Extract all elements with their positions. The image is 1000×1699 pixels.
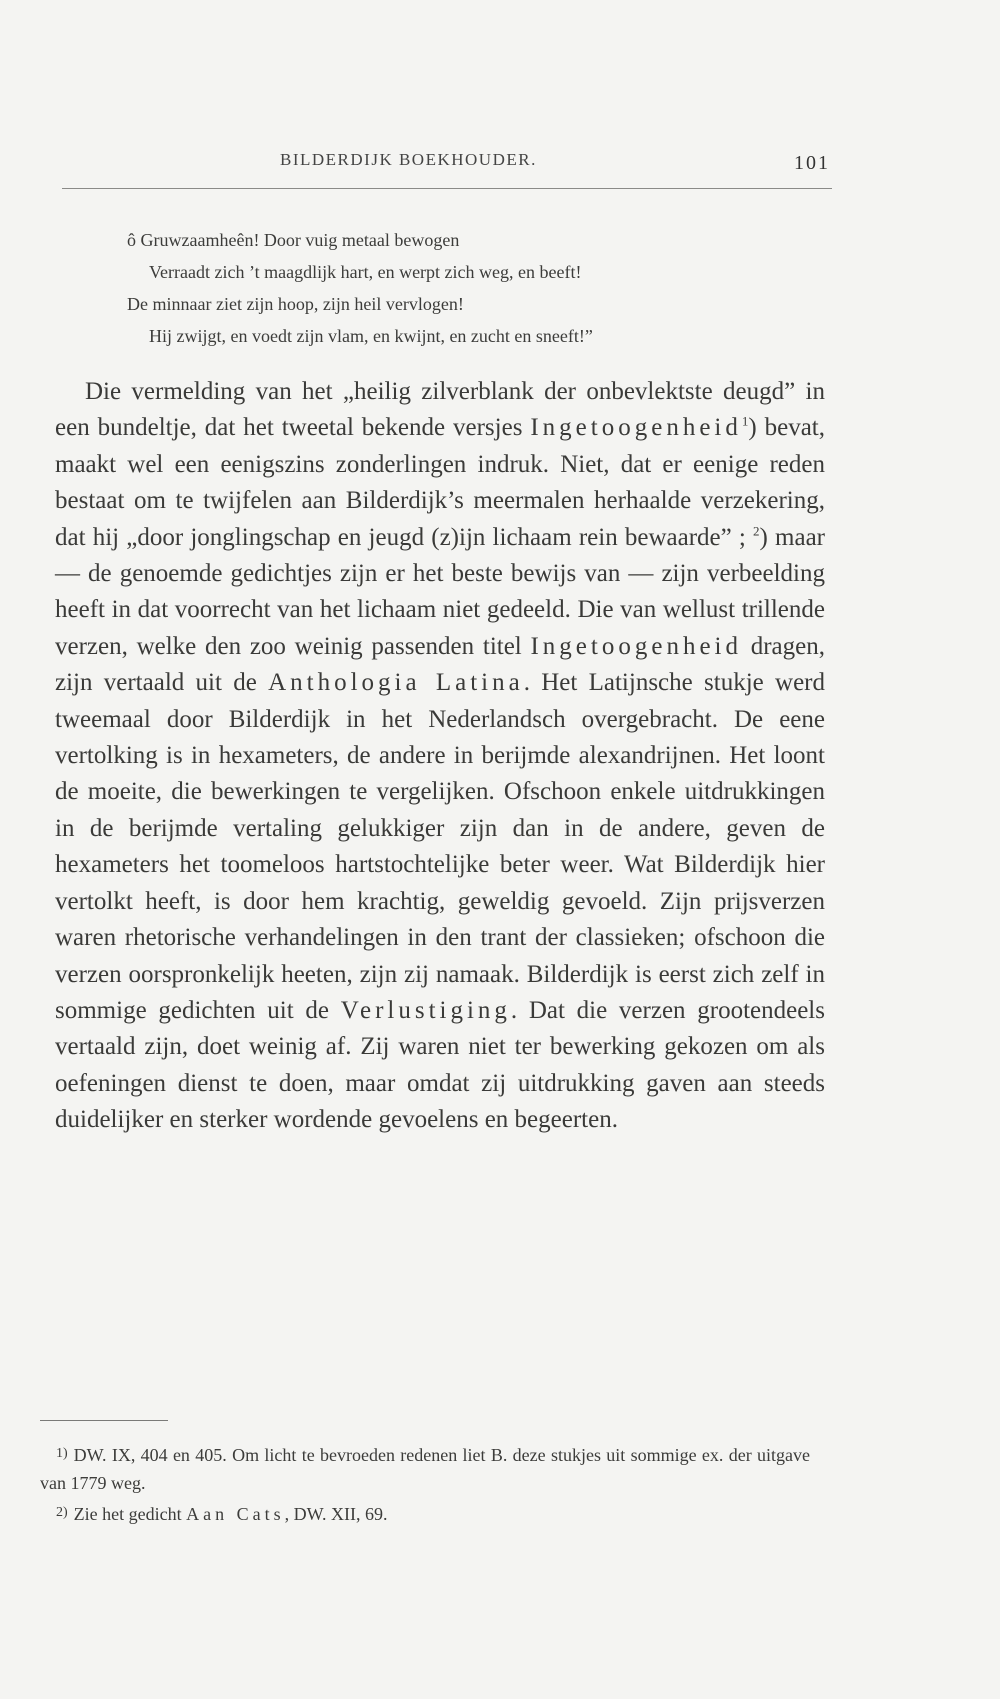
poem-line: Hij zwijgt, en voedt zijn vlam, en kwijnt, en zucht en sneeft!” (149, 326, 593, 346)
page-header (60, 150, 830, 190)
footnote-text: Zie het gedicht (73, 1504, 187, 1524)
text-run: . Het Latijnsche stukje werd tweemaal door Bilderdijk in het Nederlandsch overgebracht. De eene vertolking is in hexameters, de andere in berijmde alexandrijnen. Het loont de moeite, die bewerkingen te vergelijken. Ofschoon enkele uitdrukkingen in de berijmde vertaling gelukkiger zijn dan in de andere, geven de hexameters het toomeloos hartstochtelijke beter weer. Wat Bilderdijk hier vertolkt heeft, is door hem krachtig, geweldig gevoeld. Zijn prijsverzen waren rhetorische verhandelingen in den trant der classieken; ofschoon die verzen oorspronkelijk heeten, zijn zij namaak. Bilderdijk is eerst zich zelf in sommige gedichten uit de (55, 669, 825, 1024)
footnote-rule (40, 1420, 168, 1421)
running-head: BILDERDIJK BOEKHOUDER. (280, 150, 537, 169)
poem-line: Verraadt zich ’t maagdlijk hart, en werpt zich weg, en beeft! (149, 262, 582, 282)
paragraph (55, 374, 825, 1139)
title-spaced: Aan Cats (186, 1504, 285, 1524)
title-spaced: Ingetoogenheid (530, 632, 742, 660)
header-rule (62, 188, 832, 192)
poem-line: De minnaar ziet zijn hoop, zijn heil vervlogen! (127, 294, 464, 314)
footnote-ref: 2 (753, 523, 760, 539)
footnote-mark: 2) (56, 1505, 68, 1520)
footnote (40, 1440, 810, 1497)
footnote-text: , DW. XII, 69. (284, 1504, 388, 1524)
footnote (40, 1499, 810, 1528)
body-text (55, 374, 825, 1139)
text-run: Die vermelding van het „heilig zilverblank der onbevlektste deugd” in een bundeltje, dat het tweetal bekende versjes (55, 378, 825, 442)
footnote-text: DW. IX, 404 en 405. Om licht te bevroeden redenen liet B. deze stukjes uit sommige ex. der uitgave van 1779 weg. (40, 1445, 810, 1493)
title-spaced: Anthologia Latina (268, 669, 524, 697)
footnote-ref: 1 (741, 414, 749, 430)
page-number: 101 (794, 152, 830, 174)
poem-line: ô Gruwzaamheên! Door vuig metaal bewogen (127, 230, 460, 250)
poem-stanza (127, 224, 807, 352)
text-run: ) maar — de genoemde gedichtjes zijn er het beste bewijs van — zijn verbeelding heeft in dat voorrecht van het lichaam niet gedeeld. Die van wellust trillende verzen, welke den zoo weinig passenden titel (55, 523, 825, 660)
footnotes (40, 1440, 810, 1530)
footnote-mark: 1) (56, 1446, 68, 1461)
title-spaced: Ingetoogenheid (530, 414, 742, 442)
text-run: dragen, zijn vertaald uit de (55, 632, 825, 697)
text-run: ) bevat, maakt wel een eenigszins zonderlingen indruk. Niet, dat er eenige reden bestaat om te twijfelen aan Bilderdijk’s meermalen herhaalde verzekering, dat hij „door jonglingschap en jeugd (z)ijn lichaam rein bewaarde” ; (55, 414, 826, 551)
title-spaced: Verlustiging (340, 996, 511, 1024)
text-run: . Dat die verzen grootendeels vertaald zijn, doet weinig af. Zij waren niet ter bewerking gekozen om als oefeningen dienst te doen, maar omdat zij uitdrukking gaven aan steeds duidelijker en sterker wordende gevoelens en begeerten. (55, 996, 825, 1134)
